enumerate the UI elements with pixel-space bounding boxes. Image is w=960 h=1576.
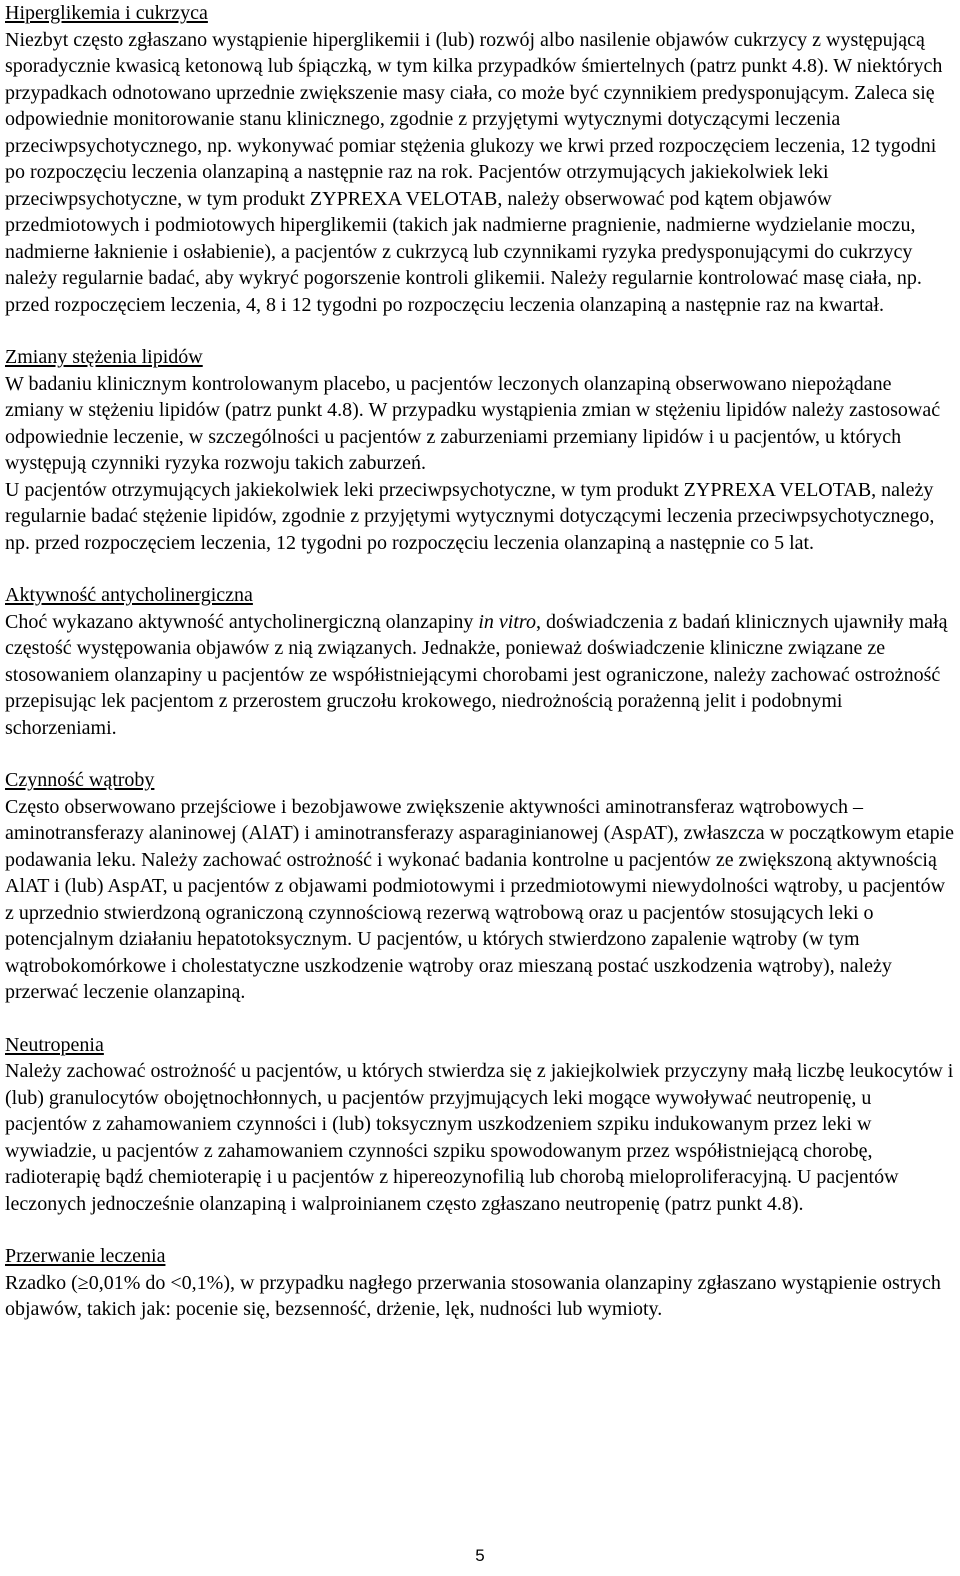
section-neutropenia [5, 1032, 955, 1218]
section-paragraph: Należy zachować ostrożność u pacjentów, u których stwierdza się z jakiejkolwiek przyczyny małą liczbę leukocytów i (lub) granulocytów obojętnochłonnych, u pacjentów przyjmujących leki mogące wywoływać neutropenię, u pacjentów z zahamowaniem czynności i (lub) toksycznym uszkodzeniem szpiku indukowanym przez leki w wywiadzie, u pacjentów z zahamowaniem czynności szpiku spowodowanym przez współistniejącą chorobę, radioterapię bądź chemioterapię i u pacjentów z hipereozynofilią lub chorobą mieloproliferacyjną. U pacjentów leczonych jednocześnie olanzapiną i walproinianem często zgłaszano neutropenię (patrz punkt 4.8). [5, 1060, 954, 1215]
section-paragraph: U pacjentów otrzymujących jakiekolwiek leki przeciwpsychotyczne, w tym produkt ZYPREXA VELOTAB, należy regularnie badać stężenie lipidów, zgodnie z przyjętymi wytycznymi dotyczącymi leczenia przeciwpsychotycznego, np. przed rozpoczęciem leczenia, 12 tygodni po rozpoczęciu leczenia olanzapiną a następnie co 5 lat. [5, 478, 935, 554]
section-heading: Hiperglikemia i cukrzyca [5, 2, 208, 24]
section-liver [5, 767, 955, 1006]
paragraph-text: , doświadczenia z badań klinicznych ujawniły małą częstość występowania objawów z nią związanych. Jednakże, ponieważ doświadczenie kliniczne związane ze stosowaniem olanzapiny u pacjentów ze współistniejącymi chorobami jest ograniczone, należy zachować ostrożność przepisując lek pacjentom z przerostem gruczołu krokowego, niedrożnością porażenną jelit i podobnymi schorzeniami. [5, 610, 948, 739]
paragraph-text: Choć wykazano aktywność antycholinergiczną olanzapiny [5, 610, 479, 633]
section-hyperglycemia [5, 0, 955, 318]
section-discontinuation [5, 1243, 955, 1323]
document-page [5, 0, 955, 1323]
section-paragraph: Niezbyt często zgłaszano wystąpienie hiperglikemii i (lub) rozwój albo nasilenie objawów cukrzycy z występującą sporadycznie kwasicą ketonową lub śpiączką, w tym kilka przypadków śmiertelnych (patrz punkt 4.8). W niektórych przypadkach odnotowano uprzednie zwiększenie masy ciała, co może być czynnikiem predysponującym. Zaleca się odpowiednie monitorowanie stanu klinicznego, zgodnie z przyjętymi wytycznymi dotyczącymi leczenia przeciwpsychotycznego, np. wykonywać pomiar stężenia glukozy we krwi przed rozpoczęciem leczenia, 12 tygodni po rozpoczęciu leczenia olanzapiną a następnie raz na rok. Pacjentów otrzymujących jakiekolwiek leki przeciwpsychotyczne, w tym produkt ZYPREXA VELOTAB, należy obserwować pod kątem objawów przedmiotowych i podmiotowych hiperglikemii (takich jak nadmierne pragnienie, nadmierne wydzielanie moczu, nadmierne łaknienie i osłabienie), a pacjentów z cukrzycą lub czynnikami ryzyka predysponującymi do cukrzycy należy regularnie badać, aby wykryć pogorszenie kontroli glikemii. Należy regularnie kontrolować masę ciała, np. przed rozpoczęciem leczenia, 4, 8 i 12 tygodni po rozpoczęciu leczenia olanzapiną a następnie raz na kwartał. [5, 28, 943, 316]
section-heading: Czynność wątroby [5, 769, 155, 791]
section-paragraph: Często obserwowano przejściowe i bezobjawowe zwiększenie aktywności aminotransferaz wątrobowych – aminotransferazy alaninowej (AlAT) i aminotransferazy asparaginianowej (AspAT), zwłaszcza w początkowym etapie podawania leku. Należy zachować ostrożność i wykonać badania kontrolne u pacjentów ze zwiększoną aktywnością AlAT i (lub) AspAT, u pacjentów z objawami podmiotowymi i przedmiotowymi niewydolności wątroby, u pacjentów z uprzednio stwierdzoną ograniczoną czynnościową rezerwą wątrobową oraz u pacjentów stosujących leki o potencjalnym działaniu hepatotoksycznym. U pacjentów, u których stwierdzono zapalenie wątroby (w tym wątrobokomórkowe i cholestatyczne uszkodzenie wątroby oraz mieszaną postać uszkodzenia wątroby), należy przerwać leczenie olanzapiną. [5, 795, 955, 1003]
section-heading: Neutropenia [5, 1033, 104, 1056]
section-paragraph [5, 609, 955, 742]
section-lipids [5, 344, 955, 556]
paragraph-italic-text: in vitro [478, 610, 536, 633]
section-paragraph: Rzadko (≥0,01% do <0,1%), w przypadku nagłego przerwania stosowania olanzapiny zgłaszano wystąpienie ostrych objawów, takich jak: pocenie się, bezsenność, drżenie, lęk, nudności lub wymioty. [5, 1271, 941, 1320]
section-paragraph: W badaniu klinicznym kontrolowanym placebo, u pacjentów leczonych olanzapiną obserwowano niepożądane zmiany w stężeniu lipidów (patrz punkt 4.8). W przypadku wystąpienia zmian w stężeniu lipidów należy zastosować odpowiednie leczenie, w szczególności u pacjentów z zaburzeniami przemiany lipidów i u pacjentów, u których występują czynniki ryzyka rozwoju takich zaburzeń. [5, 372, 941, 474]
section-heading: Aktywność antycholinergiczna [5, 584, 253, 606]
page-number: 5 [475, 1546, 485, 1565]
section-heading: Przerwanie leczenia [5, 1245, 166, 1267]
section-heading: Zmiany stężenia lipidów [5, 346, 203, 368]
section-anticholinergic [5, 582, 955, 741]
